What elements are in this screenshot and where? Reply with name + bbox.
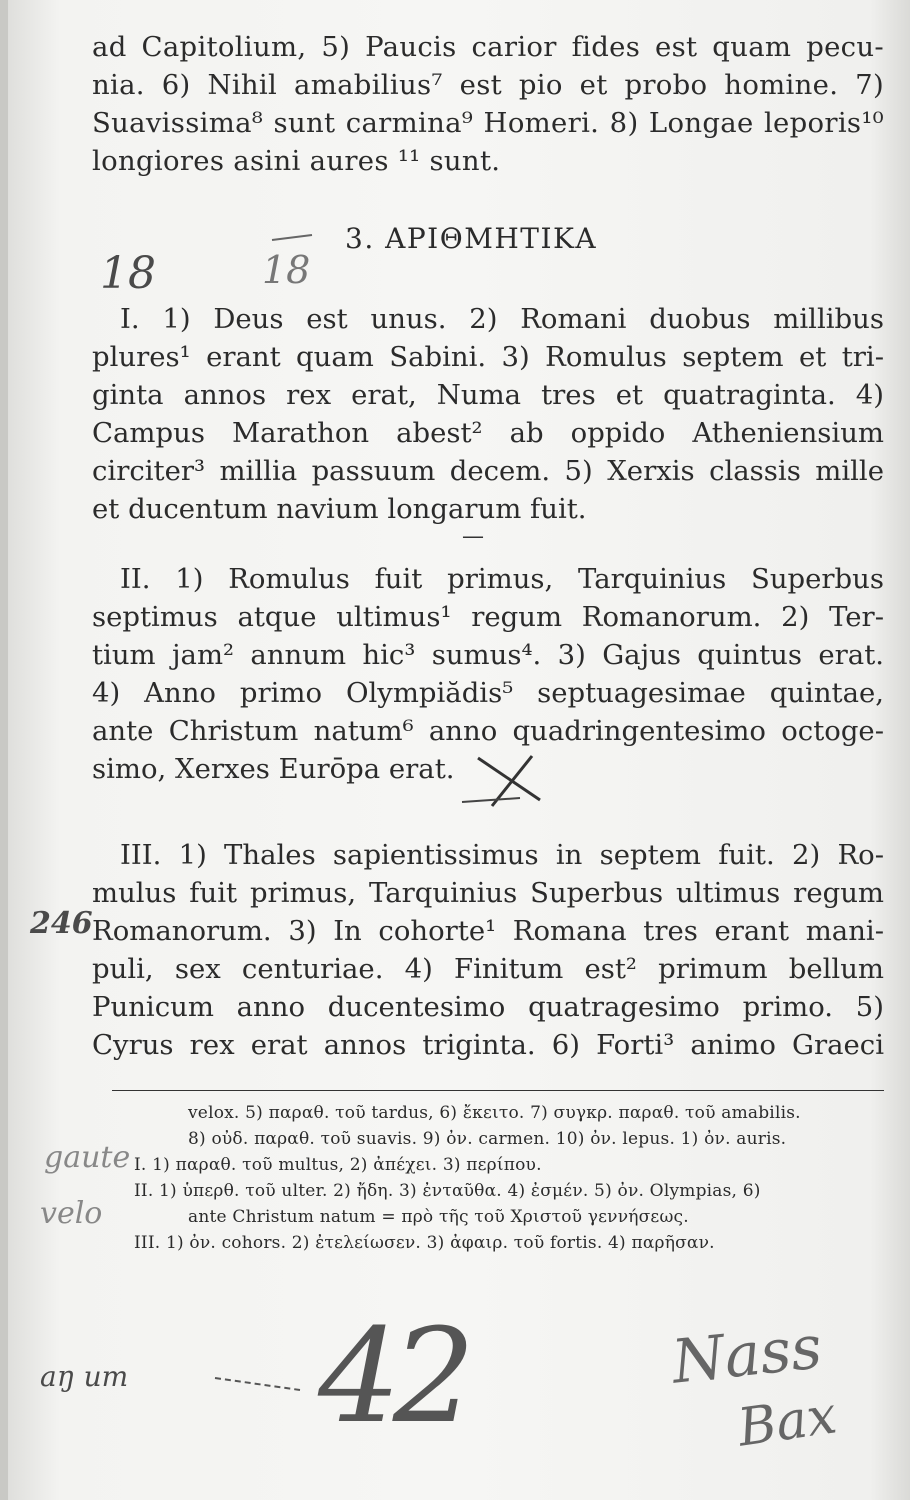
handwritten-number: 18 bbox=[100, 248, 156, 299]
text-line: longiores asini aures ¹¹ sunt. bbox=[92, 145, 501, 177]
text-line: plures¹ erant quam Sabini. 3) Romulus septem et tri- bbox=[92, 341, 884, 373]
handwritten-margin-note: 246 bbox=[30, 906, 93, 941]
footnote-line: 8) οὐδ. παραθ. τοῦ suavis. 9) ὀν. carmen. 10) ὀν. lepus. 1) ὀν. auris. bbox=[188, 1129, 787, 1149]
text-line: I. 1) Deus est unus. 2) Romani duobus millibus bbox=[120, 303, 884, 335]
handwritten-note: aŋ um bbox=[40, 1360, 129, 1393]
handwritten-number: 18 bbox=[262, 248, 311, 292]
text-line: Punicum anno ducentesimo quatragesimo primo. 5) bbox=[92, 991, 884, 1023]
text-line: et ducentum navium longarum fuit. bbox=[92, 493, 587, 525]
text-line: mulus fuit primus, Tarquinius Superbus ultimus regum bbox=[92, 877, 884, 909]
text-line: septimus atque ultimus¹ regum Romanorum. 2) Ter- bbox=[92, 601, 884, 633]
text-line: ad Capitolium, 5) Paucis carior fides est quam pecu- bbox=[92, 31, 884, 63]
section-heading: 3. ΑΡΙΘΜΗΤΙΚΑ bbox=[345, 222, 598, 255]
footnote-line: velox. 5) παραθ. τοῦ tardus, 6) ἔκειτο. 7) συγκρ. παραθ. τοῦ amabilis. bbox=[188, 1103, 801, 1123]
text-line: 4) Anno primo Olympiădis⁵ septuagesimae quintae, bbox=[92, 677, 884, 709]
text-line: simo, Xerxes Eurōpa erat. bbox=[92, 753, 455, 785]
text-line: ante Christum natum⁶ anno quadringentesimo octoge- bbox=[92, 715, 884, 747]
handwritten-note: Bax bbox=[734, 1385, 841, 1459]
pen-stroke bbox=[478, 758, 540, 800]
text-line: puli, sex centuriae. 4) Finitum est² primum bellum bbox=[92, 953, 884, 985]
text-line: ginta annos rex erat, Numa tres et quatraginta. 4) bbox=[92, 379, 884, 411]
footnote-line: III. 1) ὀν. cohors. 2) ἐτελείωσεν. 3) ἀφαιρ. τοῦ fortis. 4) παρῆσαν. bbox=[134, 1233, 715, 1253]
text-line: II. 1) Romulus fuit primus, Tarquinius Superbus bbox=[120, 563, 884, 595]
text-line: Cyrus rex erat annos triginta. 6) Forti³ animo Graeci bbox=[92, 1029, 884, 1061]
pen-stroke bbox=[215, 1378, 300, 1390]
text-line: tium jam² annum hic³ sumus⁴. 3) Gajus quintus erat. bbox=[92, 639, 884, 671]
footnote-line: II. 1) ὑπερθ. τοῦ ulter. 2) ἤδη. 3) ἐνταῦθα. 4) ἐσμέν. 5) ὀν. Olympias, 6) bbox=[134, 1181, 761, 1201]
footnote-line: I. 1) παραθ. τοῦ multus, 2) ἀπέχει. 3) περίπου. bbox=[134, 1155, 542, 1175]
text-line: Suavissima⁸ sunt carmina⁹ Homeri. 8) Longae leporis¹⁰ bbox=[92, 107, 884, 139]
text-line: Romanorum. 3) In cohorte¹ Romana tres erant mani- bbox=[92, 915, 884, 947]
handwritten-number: 42 bbox=[318, 1300, 468, 1452]
text-line: nia. 6) Nihil amabilius⁷ est pio et probo homine. 7) bbox=[92, 69, 884, 101]
handwritten-note: Nass bbox=[668, 1312, 826, 1398]
handwritten-margin-note: gaute bbox=[44, 1140, 131, 1175]
text-line: circiter³ millia passuum decem. 5) Xerxis classis mille bbox=[92, 455, 884, 487]
footnote-line: ante Christum natum = πρὸ τῆς τοῦ Χριστοῦ γεννήσεως. bbox=[188, 1207, 689, 1227]
handwritten-margin-note: velo bbox=[40, 1196, 103, 1231]
pen-stroke bbox=[462, 798, 520, 802]
section-separator: — bbox=[462, 524, 484, 549]
text-line: III. 1) Thales sapientissimus in septem fuit. 2) Ro- bbox=[120, 839, 884, 871]
text-line: Campus Marathon abest² ab oppido Atheniensium bbox=[92, 417, 884, 449]
pen-stroke bbox=[272, 235, 312, 240]
